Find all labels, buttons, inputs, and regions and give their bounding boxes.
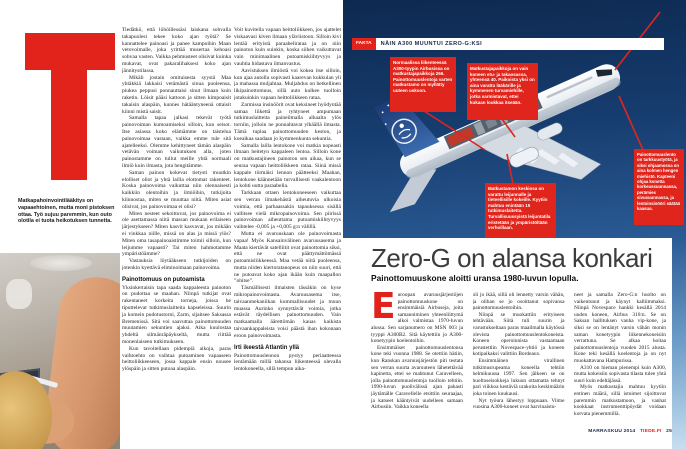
article-column-3 (574, 292, 666, 426)
paragraph: Tiedätkö, että löhöillessäsi laiskana sohvalla takapuolesi tekee koko ajan työtä? Se kannattelee painoasi ja panee kampoihin Maan vetovoimalle, joka yrittää musertaa kehoasi sohvaa vasten. Vaikka pehmusteet olisivat kuinka mukavat, ovat pakaralihaksesi koko ajan jännitystilassa. (122, 27, 231, 74)
paragraph: Voit kuvitella vapaan heittoliikkeen, jos ajattelet viskaavasi kiven ilmaan yläviistoon. Silloin kivi lentää erityistä paraabelirataa ja on niin painoton kuin suinkin, koska siihen vaikuttavat vain minimaalinen putoamiskiihtyvyys ja vauhtia hidastava ilmanvastus. (234, 27, 341, 67)
paragraph: A310 on hieman pienempi kuin A300, mutta kokeisiin sopivasta tilasta tulee yhtä suuri kuin edeltäjässä. (574, 364, 666, 384)
article-column-2 (473, 292, 565, 426)
paragraph: Samalla lailla lentokone voi matkia nopeasti ilmaan heitetyn kappaleen lentoa. Silloin kone on matkustajineen painoton sen aikaa, kun se seuraa vapaan heittoliikkeen rataa. Siinä missä kappale törmäisi lennon päätteeksi Maahan, lentokone käännetään turvallisesti vaakalentoon ja kohti uutta paraabelia. (234, 142, 341, 190)
fakta-title: NÄIN A300 MUUNTUI ZERO-G:KSI (376, 38, 664, 50)
ceiling-light (30, 255, 92, 271)
callout-cabin-center: Matkustamon keskiosa on varattu leijunnalle ja tieteellisille kokeille. Kyytiin mahtuu enintään 15 tutkimuslaitetta. Turvallisuussyistä leijuntatila eristetään ja ympäristöltään verhoillaan. (485, 183, 556, 238)
photo-caption: Matkapahoinvointilääkitys on vapaaehtoinen, mutta moni pistoksen ottaa. Työ sujuu paremmin, kun outo olotila ei tuota heikotuksen tunnetta. (18, 198, 115, 225)
cotton-swab (6, 279, 32, 309)
article-subtitle: Painottomuuskone aloitti uransa 1980-luvun lopulla. (371, 273, 579, 283)
paragraph: Miten nesteet sekoittuvat, jos painovoima ei ole asettamassa niitä massan mukaan erilaiseen järjestykseen? Miten kasvit kasvavat, jos mikään ei vinkkaa niille, missä on alas ja missä ylös? Miten oma tasapainoaistimme toimii silloin, kun leijumme vapaasti? Tai miten hahmotamme ympäristöämme? (122, 210, 231, 258)
paragraph: Mutta ei avaruuskaan ole painovoimasta vapaa! Myös Kansainvälinen avaruusasema ja Maata kiertävät satelliitit ovat painottomia siksi, että ne ovat päättymättömässä putoamisliikkeessä. Maa vetää niitä puoleensa, mutta niiden kiertoratanopeus on niin suuri, että ne putoavat koko ajan ikään kuin maapallon ”ohitse”. (234, 230, 341, 285)
left-column-1 (122, 27, 231, 443)
injection-photo (0, 253, 120, 449)
paragraph: Kun tavoitellaan pidempiä aikoja, paras vaihtoehto on vaihtaa putoaminen vapaaseen heittoliikkeeseen, jossa kappale ensin nousee ylöspäin ja sitten putoaa alaspäin. (122, 345, 231, 373)
section-heading: Painottomuus on putoamista (122, 276, 205, 283)
paragraph: Vastauksia löytääkseen tutkijoiden on jotenkin kyettävä eliminoimaan painovoima. (122, 258, 231, 271)
paragraph: Zarmissa insinöörit ovat keksineet hyödyntää samaa liikettä ja ryhtyneet ampumaan tutkimuslaitteita paineilmalla alhaalta ylös torniin, jolloin ne ponnahtavat ylhäällä ilmasta. Tämä tuplaa painottomuuden keston, ja koeaikaa saadaan jo kymmenkunta sekuntia. (234, 101, 341, 142)
paragraph: Yksinkertaisin tapa saada kappaleesta painoton on pudottaa se maahan. Niinpä tutkijat ovat rakentaneet korkeita torneja, joissa he tiputtelevat tutkimuslaitteita kapseleissa. Suurin ja komein pudotustorni, Zarm, sijaitsee Saksassa Bremenissä. Sitä voi saavuttaa painottomuuden muutamien sekuntien ajaksi. Aika kuulostaa yhdeltä silmänräpäykseltä, mutta riittää monenlaiseen tutkimukseen. (122, 284, 231, 346)
paragraph: neet ja samalla Zero-G:n huolto on vaikeutunut ja käynyt kalliimmaksi. Niinpä Novespace hankki kesällä 2014 uuden koneen, Airbus 310:n. Se on Saksan hallituksen vanha vip-kone, ja siksi se on lentänyt varsin vähän monin saman konetyypin liikennekoneisiin verrattuna. Se alkaa hoitaa painottomuuslentoja vuoden 2015 alusta. Kone teki kesällä koelentoja ja on nyt muokattavana Hampurissa. (574, 292, 666, 364)
footer-issue: MARRASKUU 2014 (588, 429, 636, 434)
paragraph: Tarkkaan ottaen lentokoneeseen vaikuttaa sen verran ilmakehästä aiheutuvia ulkoisia voimia, että parhaassakin tapauksessa sisällä vallitsee vielä mikropainovoima. Sen piirissä painovoiman aiheuttama putoamiskiihtyvyys vaihtelee -0,005 ja +0,005 g:n välillä. (234, 190, 341, 231)
paragraph: Aavistuksen ilmiöstä voi kokea itse silloin, kun ajaa autolla sopivasti kaarevan kukkulan yli ja mahassa muljahtaa. Muljahdus on hetkellinen likipainottomuus, sillä auto kulkee tuolloin jotakuinkin vapaan heittoliikkeen rataa. (234, 67, 341, 101)
section-heading: Irti ikeestä Atlantin yllä (234, 344, 300, 351)
paragraph: Ensimmäiset painottomuuslentonsa kone teki vuonna 1988. Se otettiin hätiin, kun Ranskan avaruusjärjestön piti testata sen verran suurta avaruuteen lähetettävää kapinetta, ettei se mahtunut Caravelleen, jolla painottomuuslentoja tuolloin tehtiin. 1990-luvun puolivälissä ajan pahasti jäytämälle Caravellelle etsittiin seuraajaa, ja katseet kääntyivät uudelleen samaan Airbusiin. Vaikka koneella (371, 344, 463, 411)
article-column-1 (371, 292, 463, 426)
paragraph: Nyt työura lähestyy loppuaan. Viime vuosina A300-koneet ovat harvinaistu- (472, 397, 565, 411)
paragraph: Mikäli jostain omituisesta syystä Maa yhtäkkiä lakkaisi vetämästä sinua puoleensa, piukea peppusi ponnauttaisi sinut ilmaan kuin raketin. Löisit pääsi kattoon ja sitten kimpoaisit takaisin alaspäin, kunnes hätääntyneenä ottaisit kiinni mistä saisit. (122, 74, 231, 115)
paragraph: Painottomuuslennon pystyy periaatteessa lentämään millä tahansa liikenteessä olevalla lentokoneella, sillä tempun aika- (234, 352, 341, 373)
footer-brand: TIEDE.FI (639, 429, 662, 434)
initial-t-stem (51, 33, 87, 180)
left-column-2 (234, 27, 341, 443)
dropcap-e: E (371, 292, 396, 327)
page-footer (480, 429, 672, 434)
paragraph: Myös matkustajia mahtuu kyytiin entinen määrä, sillä istuimet sijoittuvat paremmin matkustamoon, ja vanhat kookkaat instrumenttipöydät voidaan korvata pienemmillä. (574, 384, 666, 417)
paragraph: oli jo ikää, sillä oli lennetty varsin vähän, ja olihan se jo osoittanut sopivansa painottomuuslentoihin. (472, 292, 565, 312)
footer-page-number: 25 (666, 429, 672, 434)
callout-cockpit-crew: Painottomuuslento on tarkkuustyötä, ja siksi ohjaamossa on aina kolmen hengen miehistö. Kapteeni ohjaa konetta korkeussuunnassa, perämies sivusuunnassa, ja lentoinsinööri säätää kaasua. (634, 149, 684, 225)
paragraph: uroopan avaruusjärjestöjen painottomuuskone on ensimmäisiä Airbuseja, joita samanniminen yhteenliittymä alkoi valmistaa 1970-luvun alussa. Sen sarjanumero on MSN 003 ja tyyppi A300B2. Sitä käytettiin jo A300-konetyypin koelentoihin. (371, 292, 463, 345)
fakta-bar (352, 38, 664, 50)
paragraph: Saman painon kokevat tietysti muutkin elolliset oliot ja yhtä lailla elottomat rakenteet. Koska painovoima vaikuttaa niin olennaisesti kaikkiin olentoihin ja ilmiöihin, tutkijoita kiinnostaa, miten se muuttaa niitä. Miten asiat olisivat, jos painovoimaa ei olisi? (122, 169, 231, 210)
callout-seats-266: Normaalissa liikenteessä A300-tyypin Airbusissa on matkustajapaikkoja 266. Painottomuuslentoja varten matkustamo on myllätty uuteen uskoon. (390, 57, 456, 112)
paragraph: Samalla tapaa jalkasi tekevät työtä painovoiman kumoamiseksi silloin, kun seisot. Itse asiassa koko elämämme on taistelua painovoimaa vastaan, vaikka emme tule sitä ajatelleeksi. Olemme kehittyneet tämän alaspäin vetävän voiman vaikutuksen alla, joten painostamme on tullut meille yhtä normaali ilmiö kuin ilmasta, jota hengitämme. (122, 115, 231, 169)
article-headline: Zero-G on alansa konkari (371, 243, 653, 273)
fakta-label: FAKTA (352, 38, 376, 50)
callout-seats-40: Matkustajapaikkoja on vain koneen etu- ja takaosassa, yhteensä 40. Paikoista yksi on aina varattu lääkärille ja kymmenen turvamiehille, jotka varmistavat, ettei kukaan loukkaa itseään. (467, 63, 538, 120)
initial-t-letter (0, 0, 1, 1)
paragraph: Niinpä se muokattiin erityiseen tehtävään. Siitä tuli suurin ja varustukseltaan paras maailmalla käytössä olevista painottomuuslentokoneista. Koneen operoinnista vastaamaan perustettiin Novespace-yhtiö ja koneen kotipaikaksi valittiin Bordeaux. (472, 311, 565, 358)
paragraph: Ensimmäinen virallinen tutkimusrupeama koneella tehtiin helmikuussa 1997. Sen jälkeen se on huoltoseisokkeja lukuun ottamatta tehnyt pari viikkoa kestäviä urakoita keskimäärin joka toinen kuukausi. (472, 357, 565, 397)
paragraph: Täsmällisesti ilmaisten tässäkin on kyse mikropainovoimasta. Avaruusasema itse, taivaanmekaniikan kummallisuudet ja muun muassa Aurinko synnyttävät voimia, jotka estävät täydellisen painottomuuden. Vain matkaamalla äärettömän kauas kaikista taivaankappaleista voisi päästä ihan kokonaan eroon painovoimasta. (234, 285, 341, 339)
